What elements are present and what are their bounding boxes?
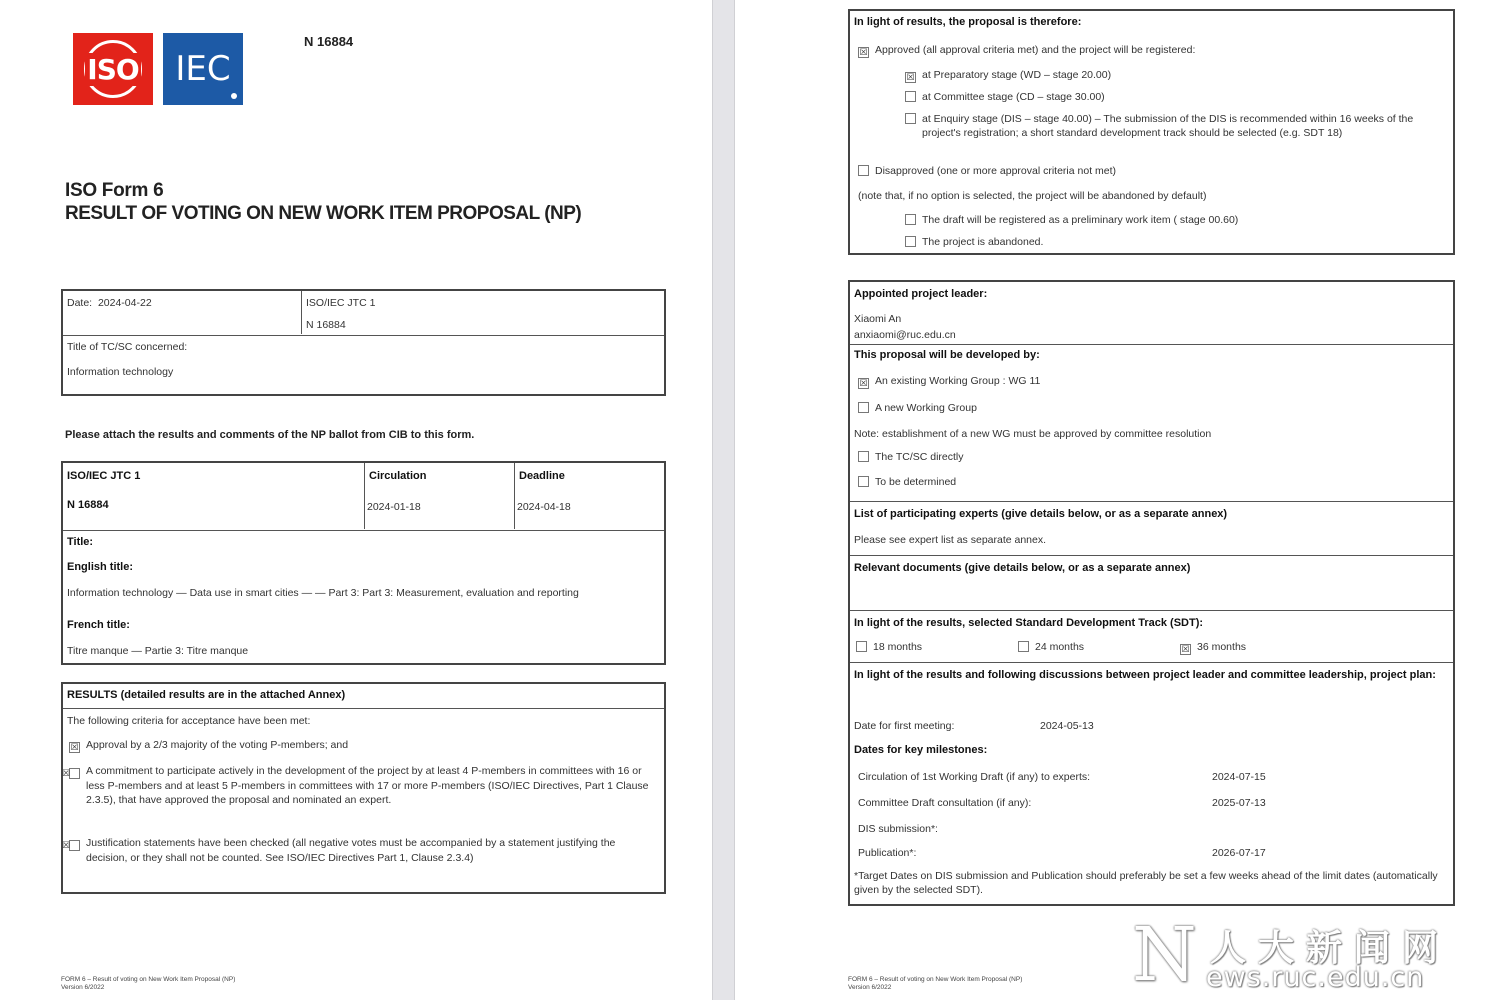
tcsc-title-label: Title of TC/SC concerned: xyxy=(67,341,188,353)
stage-text: at Enquiry stage (DIS – stage 40.00) – The submission of the DIS is recommended within 16 weeks of the project's registration; a short standard development track should be selected (e.g. SDT 18) xyxy=(922,113,1414,140)
decision-note: (note that, if no option is selected, the project will be abandoned by default) xyxy=(858,190,1207,202)
ballot-table xyxy=(61,461,666,665)
checkbox-icon[interactable]: ☒ xyxy=(859,47,868,57)
form-title: RESULT OF VOTING ON NEW WORK ITEM PROPOSAL (NP) xyxy=(65,203,582,224)
footer-line: Version 6/2022 xyxy=(848,984,892,992)
criterion-item xyxy=(69,738,659,753)
iec-logo xyxy=(163,33,243,105)
decision-box xyxy=(848,9,1455,255)
deadline-label: Deadline xyxy=(519,470,565,482)
page-footer-right xyxy=(848,976,1022,993)
leader-email: anxiaomi@ruc.edu.cn xyxy=(854,329,956,341)
stage-option xyxy=(905,90,1105,104)
project-details-box xyxy=(848,280,1455,906)
developed-by-note: Note: establishment of a new WG must be approved by committee resolution xyxy=(854,428,1212,440)
title-label: Title: xyxy=(67,536,94,548)
checkbox-icon[interactable] xyxy=(905,91,916,102)
checkbox-icon[interactable] xyxy=(905,236,916,247)
plan-header: In light of the results and following discussions between project leader and committee leadership, project plan: xyxy=(854,669,1436,681)
developed-by-text: To be determined xyxy=(875,476,957,488)
disapproved-text: Disapproved (one or more approval criteria not met) xyxy=(875,165,1117,177)
watermark-url: ews.ruc.edu.cn xyxy=(1206,962,1425,993)
milestone-value: 2025-07-13 xyxy=(1212,797,1266,809)
page-gutter xyxy=(712,0,735,1000)
checkbox-icon[interactable] xyxy=(858,476,869,487)
footer-line: FORM 6 – Result of voting on New Work Item Proposal (NP) xyxy=(61,976,236,983)
documents-header: Relevant documents (give details below, or as a separate annex) xyxy=(854,562,1191,574)
date-label: Date: xyxy=(67,297,93,309)
footer-line: Version 6/2022 xyxy=(61,984,105,992)
milestone-value: 2024-07-15 xyxy=(1212,771,1266,783)
date-value: 2024-04-22 xyxy=(97,297,152,309)
developed-by-option xyxy=(858,450,964,464)
sub-option xyxy=(905,213,1238,227)
document-page-left xyxy=(0,0,712,1000)
english-title-value: Information technology — Data use in smart cities — — Part 3: Part 3: Measurement, evaluation and reporting xyxy=(67,587,579,599)
stage-option xyxy=(905,68,1111,83)
french-title-value: Titre manque — Partie 3: Titre manque xyxy=(67,645,249,657)
sub-option xyxy=(905,235,1043,249)
developed-by-text: A new Working Group xyxy=(875,402,977,414)
milestones-label: Dates for key milestones: xyxy=(854,744,988,756)
criterion-item xyxy=(61,764,659,807)
document-page-right xyxy=(735,0,1500,1000)
form-name: ISO Form 6 xyxy=(65,180,164,201)
iec-logo-text: IEC xyxy=(175,49,231,89)
checkbox-icon[interactable] xyxy=(858,165,869,176)
tcsc-title-value: Information technology xyxy=(67,366,174,378)
sdt-text: 36 months xyxy=(1197,641,1247,653)
developed-by-text: An existing Working Group : WG 11 xyxy=(875,375,1041,387)
disapproved-option xyxy=(858,164,1116,178)
watermark-letter: N xyxy=(1132,912,1197,998)
criterion-text: A commitment to participate actively in the development of the project by at least 4 P-members in committees with 16 or less P-members and at least 5 P-members in committees with 17 or more P-members (ISO/IEC Directives, Part 1 Clause 2.3.5), that have approved the proposal and nominated an expert. xyxy=(86,765,649,807)
criterion-text: Approval by a 2/3 majority of the voting P-members; and xyxy=(86,739,349,751)
leader-name: Xiaomi An xyxy=(854,313,902,325)
checkbox-icon[interactable]: ☒ xyxy=(69,768,80,779)
committee-label: ISO/IEC JTC 1 xyxy=(306,297,376,309)
developed-by-option xyxy=(858,401,977,415)
milestone-label: Publication*: xyxy=(858,847,917,859)
checkbox-icon[interactable] xyxy=(905,113,916,124)
english-title-label: English title: xyxy=(67,561,133,573)
checkbox-icon[interactable]: ☒ xyxy=(906,72,915,82)
ballot-committee: ISO/IEC JTC 1 xyxy=(67,470,141,482)
checkbox-icon[interactable] xyxy=(858,402,869,413)
milestone-label: Committee Draft consultation (if any): xyxy=(858,797,1032,809)
checkbox-icon[interactable]: ☒ xyxy=(859,378,868,388)
footer-line: FORM 6 – Result of voting on New Work Item Proposal (NP) xyxy=(848,976,1023,983)
developed-by-text: The TC/SC directly xyxy=(875,451,964,463)
sub-option-text: The draft will be registered as a preliminary work item ( stage 00.60) xyxy=(922,214,1239,226)
results-table xyxy=(61,682,666,894)
results-header: RESULTS (detailed results are in the attached Annex) xyxy=(67,689,346,701)
sdt-option xyxy=(856,640,922,654)
experts-text: Please see expert list as separate annex. xyxy=(854,534,1047,546)
criterion-text: Justification statements have been checked (all negative votes must be accompanied by a statement justifying the decision, or they shall not be counted. See ISO/IEC Directives Part 1, Clause 2.3.4) xyxy=(86,837,616,864)
developed-by-option xyxy=(858,374,1040,389)
sdt-option xyxy=(1018,640,1084,654)
circulation-value: 2024-01-18 xyxy=(367,501,421,513)
leader-header: Appointed project leader: xyxy=(854,288,988,300)
committee-doc: N 16884 xyxy=(306,319,346,331)
results-intro: The following criteria for acceptance have been met: xyxy=(67,715,311,727)
stage-option xyxy=(905,112,1445,140)
checkbox-icon[interactable] xyxy=(905,214,916,225)
header-table xyxy=(61,289,666,396)
criterion-item xyxy=(61,836,659,865)
watermark-chinese: 人大新闻网 xyxy=(1210,927,1451,969)
iso-logo xyxy=(73,33,153,105)
sdt-text: 18 months xyxy=(873,641,923,653)
first-meeting-label: Date for first meeting: xyxy=(854,720,955,732)
circulation-label: Circulation xyxy=(369,470,427,482)
developed-by-option xyxy=(858,475,956,489)
iso-logo-text: ISO xyxy=(87,52,139,86)
stage-text: at Committee stage (CD – stage 30.00) xyxy=(922,91,1105,103)
checkbox-icon[interactable]: ☒ xyxy=(69,840,80,851)
experts-header: List of participating experts (give details below, or as a separate annex) xyxy=(854,508,1228,520)
sub-option-text: The project is abandoned. xyxy=(922,236,1044,248)
developed-by-header: This proposal will be developed by: xyxy=(854,349,1040,361)
sdt-text: 24 months xyxy=(1035,641,1085,653)
checkbox-icon[interactable] xyxy=(1018,641,1029,652)
date-field xyxy=(67,296,152,310)
first-meeting-value: 2024-05-13 xyxy=(1040,720,1094,732)
document-number: N 16884 xyxy=(304,34,354,49)
stage-text: at Preparatory stage (WD – stage 20.00) xyxy=(922,69,1112,81)
milestone-value: 2026-07-17 xyxy=(1212,847,1266,859)
page-footer-left xyxy=(61,976,235,993)
plan-footnote: *Target Dates on DIS submission and Publication should preferably be set a few weeks ahead of the limit dates (automatically given by the selected SDT). xyxy=(854,870,1438,896)
milestone-label: Circulation of 1st Working Draft (if any) to experts: xyxy=(858,771,1091,783)
sdt-header: In light of the results, selected Standard Development Track (SDT): xyxy=(854,617,1204,629)
sdt-option xyxy=(1180,640,1246,655)
deadline-value: 2024-04-18 xyxy=(517,501,571,513)
approved-text: Approved (all approval criteria met) and the project will be registered: xyxy=(875,44,1196,56)
ballot-doc: N 16884 xyxy=(67,499,109,511)
french-title-label: French title: xyxy=(67,619,130,631)
checkbox-icon[interactable]: ☒ xyxy=(1181,644,1190,654)
decision-header: In light of results, the proposal is therefore: xyxy=(854,16,1082,28)
milestone-label: DIS submission*: xyxy=(858,823,938,835)
checkbox-icon[interactable]: ☒ xyxy=(70,742,79,752)
news-watermark xyxy=(1130,912,1490,998)
approved-option xyxy=(858,43,1195,58)
checkbox-icon[interactable] xyxy=(856,641,867,652)
attach-instruction: Please attach the results and comments of the NP ballot from CIB to this form. xyxy=(65,429,475,441)
checkbox-icon[interactable] xyxy=(858,451,869,462)
